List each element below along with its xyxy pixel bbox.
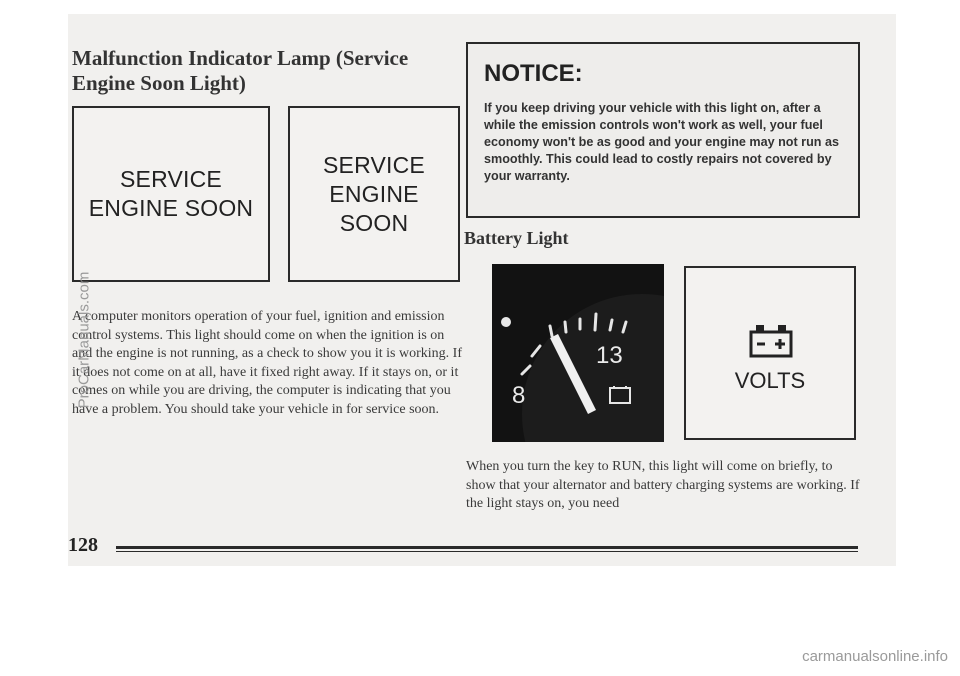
service-engine-soon-lamp-wide: [72, 106, 270, 282]
service-engine-soon-lamp-stacked: [288, 106, 460, 282]
lamp2-line3: SOON: [339, 209, 409, 236]
footer-rule-thin: [116, 551, 858, 552]
page-number: 128: [68, 534, 98, 556]
gauge-pivot-dot: [501, 317, 511, 327]
section-title-battery: Battery Light: [464, 228, 569, 248]
footer-rule-thick: [116, 546, 858, 549]
bottom-watermark: carmanualsonline.info: [802, 648, 948, 665]
notice-box: [466, 42, 860, 218]
manual-page: [68, 14, 896, 566]
battery-body-text: When you turn the key to RUN, this light will come on briefly, to show that your alternator and battery charging systems are working. If the light stays on, you need: [466, 459, 860, 512]
voltmeter-gauge-graphic: [492, 264, 664, 442]
lamp2-line1: SERVICE: [323, 151, 425, 178]
section-title-malfunction: [72, 46, 452, 96]
lamp1-line2: ENGINE SOON: [88, 195, 254, 221]
volts-label: VOLTS: [734, 368, 806, 393]
title-line-2: Engine Soon Light): [72, 71, 246, 95]
side-watermark: ProCarManuals.com: [75, 271, 93, 409]
lamp2-line2: ENGINE: [329, 180, 419, 207]
gauge-label-8: 8: [512, 382, 526, 409]
gauge-label-13: 13: [596, 342, 623, 369]
notice-body-text: If you keep driving your vehicle with this light on, after a while the emission controls won't work as well, your fuel economy won't be as good and your engine may not run as smoothly. This could lead to costly repairs not covered by your warranty.: [484, 101, 839, 183]
notice-heading: NOTICE:: [484, 60, 583, 87]
lamp1-line1: SERVICE: [120, 166, 222, 192]
battery-volts-lamp: [684, 266, 856, 440]
voltmeter-gauge: [492, 264, 664, 442]
malfunction-body-text: A computer monitors operation of your fuel, ignition and emission control systems. This light should come on when the ignition is on and the engine is not running, as a check to show you it is working. If it does not come on at all, have it fixed right away. If it stays on, or it comes on while you are driving, the computer is indicating that you have a problem. You should take your vehicle in for service soon.: [72, 309, 462, 417]
battery-icon: [747, 322, 795, 358]
title-line-1: Malfunction Indicator Lamp (Service: [72, 46, 409, 70]
